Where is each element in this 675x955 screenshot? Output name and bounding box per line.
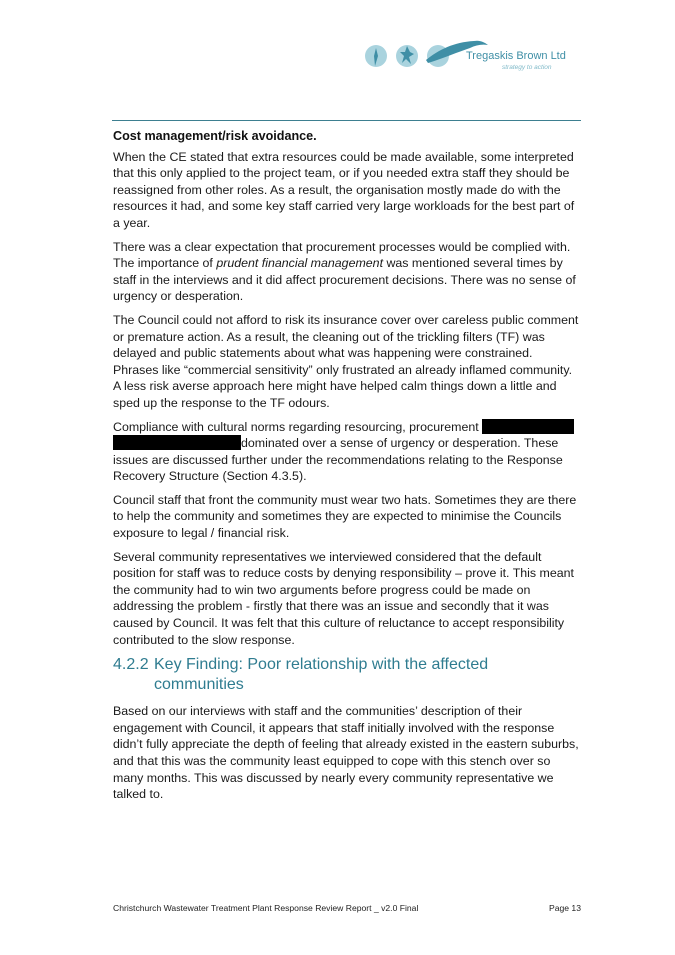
- company-logo: [362, 36, 566, 78]
- footer-report-title: Christchurch Wastewater Treatment Plant Response Review Report _ v2.0 Final: [113, 903, 419, 913]
- paragraph: The Council could not afford to risk its insurance cover over careless public comment or premature action. As a result, the cleaning out of the trickling filters (TF) was delayed and public statements about what was happening were constrained. Phrases like “commercial sensitivity” only frustrated an already inflamed community. A less risk averse approach here might have helped calm things down a little and sped up the response to the TF odours.: [113, 312, 579, 410]
- finding-number: 4.2.2: [113, 656, 149, 674]
- header-divider: [112, 120, 581, 121]
- section-heading: Cost management/risk avoidance.: [113, 129, 317, 143]
- paragraph: [113, 419, 581, 485]
- finding-title-line1: Key Finding: Poor relationship with the affected: [154, 656, 489, 674]
- page-footer: [113, 903, 581, 913]
- paragraph: Based on our interviews with staff and the communities’ description of their engagement with Council, it appears that staff initially involved with the response didn’t fully appreciate the depth of feeling that already existed in the eastern suburbs, and that this was the community least equipped to cope with this stench over so many months. This was discussed by nearly every community representative we talked to.: [113, 704, 579, 802]
- paragraph-text: dominated over a sense of urgency or desperation. These issues are discussed further under the recommendations relating to the Response Recovery Structure (Section 4.3.5).: [113, 436, 563, 484]
- brand-name: Tregaskis Brown Ltd: [466, 50, 566, 62]
- page-number: Page 13: [548, 903, 581, 913]
- paragraph: When the CE stated that extra resources could be made available, some interpreted that this only applied to the project team, or if you needed extra staff they should be reassigned from other roles. As a result, the organisation mostly made do with the resources it had, and some key staff carried very large workloads for the best part of a year.: [113, 149, 575, 230]
- paragraph: Council staff that front the community must wear two hats. Sometimes they are there to help the community and sometimes they are expected to minimise the Councils exposure to legal / financial risk.: [113, 492, 577, 541]
- main-content: [113, 128, 581, 810]
- finding-title-line2: communities: [154, 676, 244, 694]
- emphasis-text: prudent financial management: [216, 256, 384, 271]
- paragraph-text: There was a clear expectation that procurement processes would be complied with. The importance of: [113, 239, 571, 271]
- paragraph: Several community representatives we interviewed considered that the default position for staff was to reduce costs by denying responsibility – prove it. This meant the community had to win two arguments before progress could be made on addressing the problem - firstly that there was an issue and secondly that it was caused by Council. It was felt that this culture of reluctance to accept responsibility contributed to the slow response.: [113, 549, 574, 647]
- redaction-block: [482, 419, 574, 434]
- paragraph-text: Compliance with cultural norms regarding resourcing, procurement: [113, 419, 483, 434]
- finding-heading: [113, 655, 581, 695]
- paragraph-text: was mentioned several times by staff in the interviews and it did affect procurement decisions. There was no sense of urgency or desperation.: [113, 256, 576, 304]
- redaction-block: [113, 435, 241, 450]
- paragraph: [113, 239, 581, 305]
- brand-tagline: strategy to action: [502, 64, 552, 71]
